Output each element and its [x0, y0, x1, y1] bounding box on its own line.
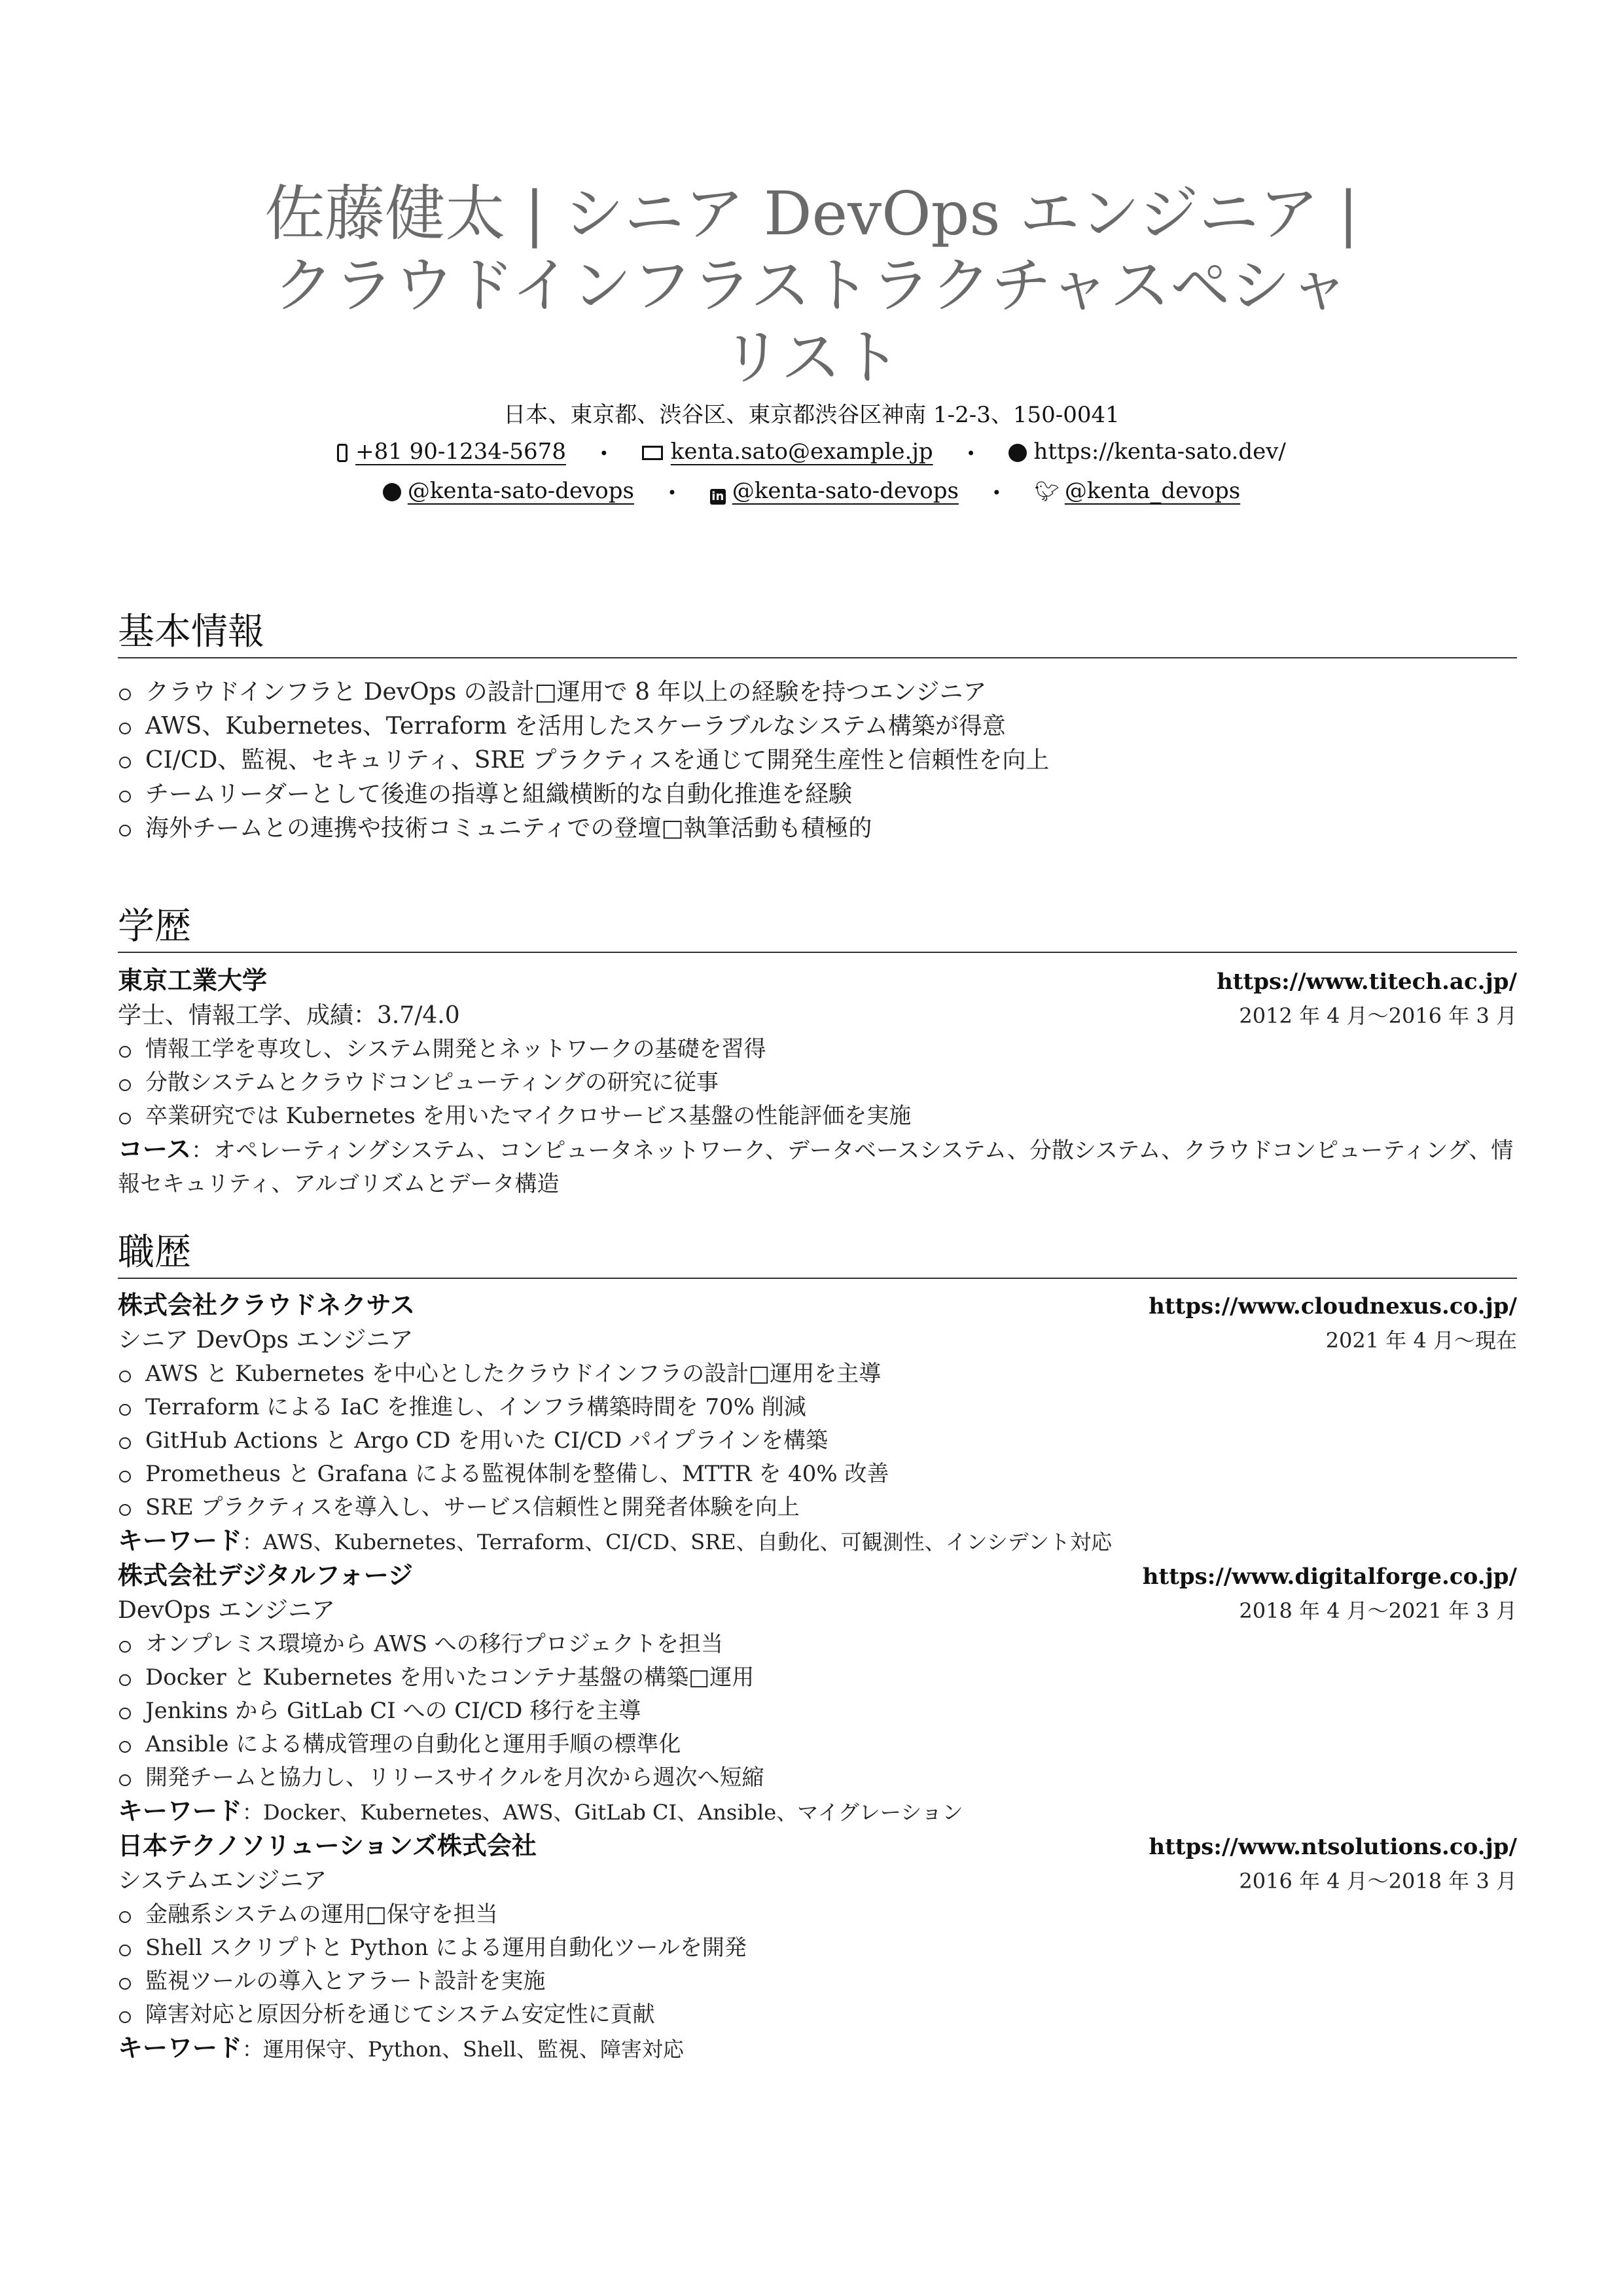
job-period: 2021 年 4 月〜現在: [1325, 1328, 1517, 1353]
twitter-link[interactable]: @kenta_devops: [1064, 478, 1241, 504]
job-role: DevOps エンジニア: [118, 1597, 336, 1624]
list-item: CI/CD、監視、セキュリティ、SRE プラクティスを通じて開発生産性と信頼性を向上: [118, 744, 1517, 778]
keyword-label: キーワード: [118, 1526, 243, 1555]
school-url[interactable]: https://www.titech.ac.jp/: [1217, 969, 1517, 995]
summary-list: [118, 675, 1517, 846]
website-contact[interactable]: [1008, 437, 1285, 466]
list-item: Prometheus と Grafana による監視体制を整備し、MTTR を 40% 改善: [118, 1458, 1517, 1491]
list-item: AWS、Kubernetes、Terraform を活用したスケーラブルなシステム構築が得意: [118, 709, 1517, 744]
list-item: Docker と Kubernetes を用いたコンテナ基盤の構築□運用: [118, 1661, 1517, 1695]
email-contact[interactable]: [642, 437, 933, 466]
company-name: 株式会社クラウドネクサス: [118, 1291, 416, 1319]
separator: •: [599, 444, 609, 463]
list-item: 海外チームとの連携や技術コミュニティでの登壇□執筆活動も積極的: [118, 812, 1517, 846]
section-title-experience: 職歴: [118, 1229, 1517, 1279]
linkedin-icon: in: [710, 489, 726, 505]
address: 日本、東京都、渋谷区、東京都渋谷区神南 1-2-3、150-0041: [503, 402, 1120, 428]
job-period: 2018 年 4 月〜2021 年 3 月: [1239, 1598, 1517, 1623]
name-title: 佐藤健太 | シニア DevOps エンジニア | クラウドインフラストラクチャスペシャリスト: [264, 179, 1359, 393]
list-item: オンプレミス環境から AWS への移行プロジェクトを担当: [118, 1628, 1517, 1661]
job-keywords: [118, 1795, 1517, 1829]
job-head: [118, 1558, 1517, 1594]
contact-row-2: [0, 476, 1623, 507]
job-list: [118, 1357, 1517, 1524]
list-item: 監視ツールの導入とアラート設計を実施: [118, 1965, 1517, 1998]
email-link[interactable]: kenta.sato@example.jp: [670, 439, 933, 465]
twitter-icon: 🐦︎: [1034, 480, 1060, 503]
github-contact[interactable]: [383, 476, 634, 505]
education-subhead: [118, 999, 1517, 1033]
job-subhead: [118, 1864, 1517, 1898]
keyword-text: ：AWS、Kubernetes、Terraform、CI/CD、SRE、自動化、可観測性、インシデント対応: [242, 1530, 1113, 1554]
globe-icon: [1008, 444, 1027, 462]
keyword-label: キーワード: [118, 1797, 243, 1825]
list-item: 障害対応と原因分析を通じてシステム安定性に貢献: [118, 1998, 1517, 2032]
keyword-text: ：Docker、Kubernetes、AWS、GitLab CI、Ansible、マイグレーション: [242, 1800, 963, 1825]
list-item: 卒業研究では Kubernetes を用いたマイクロサービス基盤の性能評価を実施: [118, 1100, 1517, 1133]
phone-icon: [337, 444, 348, 462]
list-item: Terraform による IaC を推進し、インフラ構築時間を 70% 削減: [118, 1391, 1517, 1424]
list-item: AWS と Kubernetes を中心としたクラウドインフラの設計□運用を主導: [118, 1357, 1517, 1391]
contact-row-1: [0, 437, 1623, 468]
job-keywords: [118, 2032, 1517, 2066]
keyword-text: ：運用保守、Python、Shell、監視、障害対応: [242, 2037, 684, 2062]
company-url[interactable]: https://www.cloudnexus.co.jp/: [1149, 1293, 1517, 1319]
section-title-education: 学歴: [118, 903, 1517, 953]
github-icon: [383, 483, 401, 501]
linkedin-link[interactable]: @kenta-sato-devops: [732, 478, 959, 504]
degree: 学士、情報工学、成績：3.7/4.0: [118, 1002, 460, 1029]
section-title-summary: 基本情報: [118, 609, 1517, 658]
education-section: [118, 903, 1517, 1201]
list-item: Jenkins から GitLab CI への CI/CD 移行を主導: [118, 1695, 1517, 1728]
job-role: シニア DevOps エンジニア: [118, 1327, 414, 1354]
list-item: Shell スクリプトと Python による運用自動化ツールを開発: [118, 1931, 1517, 1965]
course-list: [118, 1133, 1517, 1201]
website-link[interactable]: https://kenta-sato.dev/: [1033, 439, 1286, 465]
separator: •: [667, 484, 677, 502]
summary-section: [118, 609, 1517, 846]
education-list: [118, 1033, 1517, 1133]
list-item: Ansible による構成管理の自動化と運用手順の標準化: [118, 1728, 1517, 1761]
phone-link[interactable]: +81 90-1234-5678: [355, 439, 566, 465]
course-label: コース: [118, 1135, 192, 1164]
company-url[interactable]: https://www.digitalforge.co.jp/: [1142, 1564, 1517, 1590]
job-keywords: [118, 1524, 1517, 1558]
job-role: システムエンジニア: [118, 1867, 327, 1894]
job-subhead: [118, 1323, 1517, 1357]
job-head: [118, 1829, 1517, 1864]
company-name: 株式会社デジタルフォージ: [118, 1561, 414, 1590]
list-item: 分散システムとクラウドコンピューティングの研究に従事: [118, 1066, 1517, 1100]
linkedin-contact[interactable]: [710, 476, 959, 505]
job-list: [118, 1628, 1517, 1795]
job-period: 2016 年 4 月〜2018 年 3 月: [1239, 1869, 1517, 1893]
education-period: 2012 年 4 月〜2016 年 3 月: [1239, 1003, 1517, 1028]
mail-icon: [642, 446, 663, 460]
phone-contact[interactable]: [337, 437, 566, 466]
list-item: SRE プラクティスを導入し、サービス信頼性と開発者体験を向上: [118, 1491, 1517, 1524]
list-item: チームリーダーとして後進の指導と組織横断的な自動化推進を経験: [118, 778, 1517, 812]
company-name: 日本テクノソリューションズ株式会社: [118, 1831, 537, 1860]
company-url[interactable]: https://www.ntsolutions.co.jp/: [1149, 1834, 1517, 1860]
twitter-contact[interactable]: [1035, 476, 1240, 507]
list-item: 金融系システムの運用□保守を担当: [118, 1898, 1517, 1931]
list-item: 開発チームと協力し、リリースサイクルを月次から週次へ短縮: [118, 1761, 1517, 1795]
course-text: ：オペレーティングシステム、コンピュータネットワーク、データベースシステム、分散システム、クラウドコンピューティング、情報セキュリティ、アルゴリズムとデータ構造: [118, 1138, 1514, 1197]
experience-section: [118, 1229, 1517, 2066]
list-item: GitHub Actions と Argo CD を用いた CI/CD パイプラインを構築: [118, 1424, 1517, 1458]
list-item: 情報工学を専攻し、システム開発とネットワークの基礎を習得: [118, 1033, 1517, 1066]
github-link[interactable]: @kenta-sato-devops: [407, 478, 634, 504]
job-subhead: [118, 1594, 1517, 1628]
list-item: クラウドインフラと DevOps の設計□運用で 8 年以上の経験を持つエンジニア: [118, 675, 1517, 709]
separator: •: [991, 484, 1001, 502]
job-head: [118, 1288, 1517, 1323]
separator: •: [966, 444, 976, 463]
keyword-label: キーワード: [118, 2034, 243, 2062]
job-list: [118, 1898, 1517, 2032]
school-name: 東京工業大学: [118, 966, 268, 995]
education-head: [118, 963, 1517, 999]
